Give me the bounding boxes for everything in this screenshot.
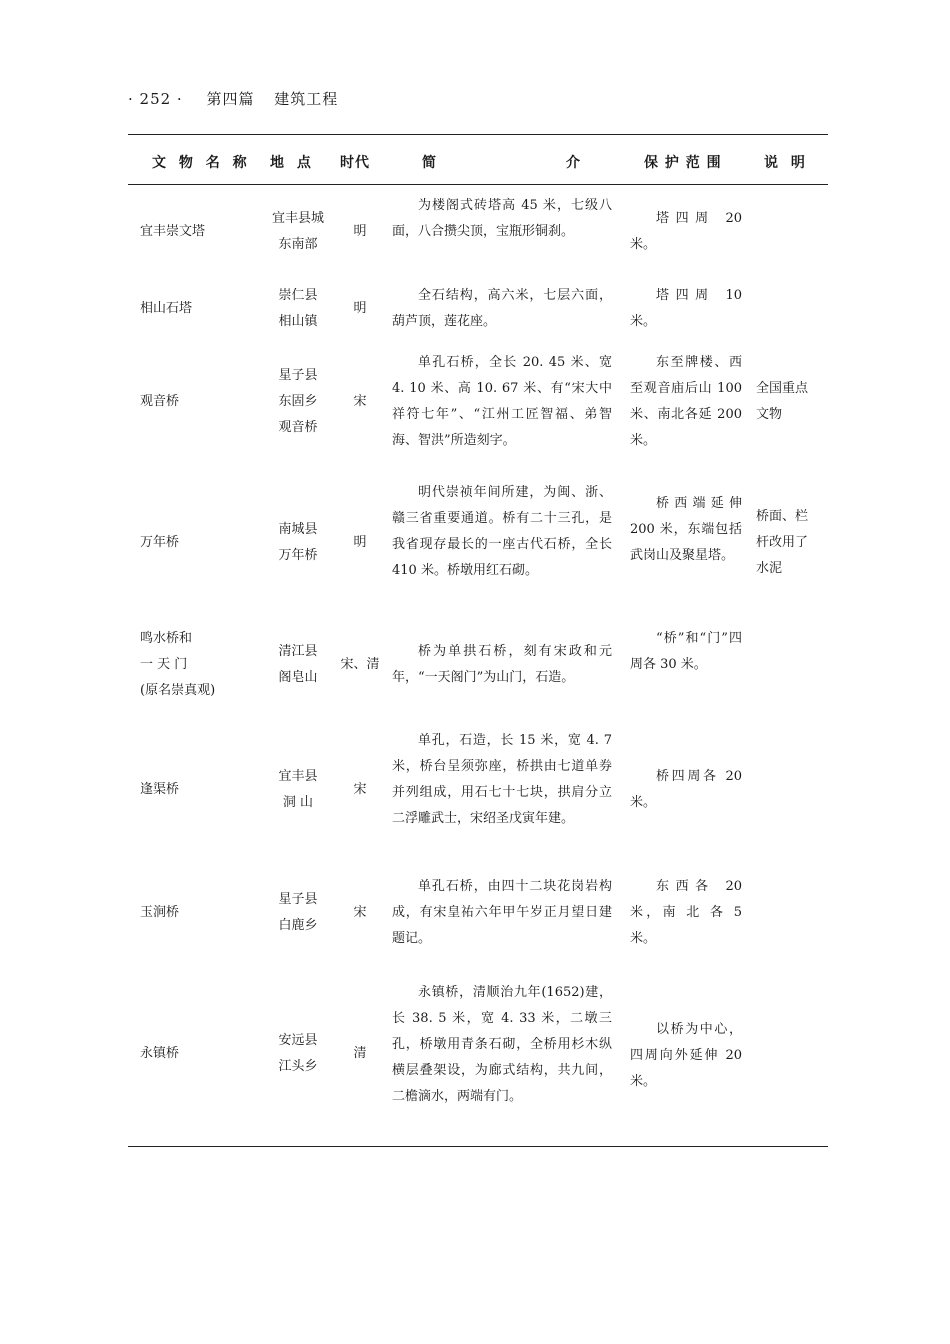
- table-row-protection: “桥”和“门”四周各 30 米。: [630, 631, 742, 672]
- table-row-name: 万年桥: [140, 535, 180, 550]
- table-row-protection: 以桥为中心，四周向外延伸 20 米。: [630, 1022, 742, 1089]
- table-header-rule: [128, 184, 828, 185]
- table-row-location: 南城县 万年桥: [278, 522, 318, 563]
- table-row-protection: 塔四周 20 米。: [630, 211, 742, 252]
- table-row-era: 明: [353, 301, 367, 316]
- column-header-note: 说 明: [764, 155, 809, 171]
- table-row-description: 单孔石桥，由四十二块花岗岩构成，有宋皇祐六年甲午岁正月望日建题记。: [392, 879, 612, 946]
- table-row-description: 单孔石桥，全长 20. 45 米、宽 4. 10 米、高 10. 67 米、有“宋大中祥符七年”、“江州工匠智福、弟智海、智洪”所造刻字。: [392, 355, 612, 448]
- table-row-location: 宜丰县城 东南部: [271, 211, 324, 252]
- table-row-protection: 桥西端延伸 200 米，东端包括武岗山及聚星塔。: [630, 496, 742, 563]
- table-row-era: 宋: [353, 905, 367, 920]
- table-row-era: 宋: [353, 782, 367, 797]
- column-header-desc-1: 简: [422, 155, 440, 171]
- table-row-name: 玉涧桥: [140, 905, 180, 920]
- table-row-name: 鸣水桥和 一 天 门 (原名崇真观): [140, 631, 216, 698]
- table-row-name: 相山石塔: [140, 301, 193, 316]
- table-row-protection: 东至牌楼、西至观音庙后山 100 米、南北各延 200 米。: [630, 355, 742, 448]
- table-row-description: 明代崇祯年间所建，为闽、浙、赣三省重要通道。桥有二十三孔，是我省现存最长的一座古代石桥，全长 410 米。桥墩用红石砌。: [392, 485, 612, 578]
- table-row-era: 明: [353, 535, 367, 550]
- table-row-location: 安远县 江头乡: [278, 1033, 318, 1074]
- table-bottom-rule: [128, 1146, 828, 1147]
- part-title: 第四篇: [206, 90, 255, 108]
- table-row-protection: 东西各 20 米，南 北 各 5 米。: [630, 879, 742, 946]
- column-header-desc-2: 介: [566, 155, 584, 171]
- table-row-name: 宜丰崇文塔: [140, 224, 206, 239]
- table-row-protection: 桥四周各 20 米。: [630, 769, 742, 810]
- running-head: [128, 88, 338, 109]
- table-row-description: 为楼阁式砖塔高 45 米，七级八面，八合攒尖顶，宝瓶形铜刹。: [392, 198, 612, 239]
- table-row-name: 永镇桥: [140, 1046, 180, 1061]
- table-row-location: 星子县 白鹿乡: [278, 892, 318, 933]
- table-row-location: 清江县 阁皂山: [278, 644, 318, 685]
- page-number: · 252 ·: [128, 90, 183, 108]
- column-header-name: 文 物 名 称: [152, 155, 251, 171]
- table-row-note: 桥面、栏 杆改用了 水泥: [756, 509, 809, 576]
- section-title: 建筑工程: [274, 90, 339, 108]
- table-row-description: 桥为单拱石桥，刻有宋政和元年，“一天阁门”为山门，石造。: [392, 644, 612, 685]
- column-header-era: 时代: [340, 155, 370, 171]
- table-row-era: 宋: [353, 394, 367, 409]
- table-row-note: 全国重点 文物: [756, 381, 809, 422]
- table-row-name: 逢渠桥: [140, 782, 180, 797]
- table-row-era: 清: [353, 1046, 367, 1061]
- column-header-protection: 保 护 范 围: [644, 155, 722, 171]
- table-top-rule: [128, 134, 828, 135]
- table-row-protection: 塔四周 10 米。: [630, 288, 742, 329]
- table-row-era: 明: [353, 224, 367, 239]
- table-row-location: 星子县 东固乡 观音桥: [278, 368, 318, 435]
- table-row-location: 崇仁县 相山镇: [278, 288, 318, 329]
- table-row-location: 宜丰县 洞 山: [278, 769, 318, 810]
- table-row-description: 永镇桥，清顺治九年(1652)建，长 38. 5 米，宽 4. 33 米，二墩三孔，桥墩用青条石砌，全桥用杉木纵横层叠架设，为廊式结构，共九间，二檐滴水，两端有门。: [392, 985, 612, 1104]
- table-row-name: 观音桥: [140, 394, 180, 409]
- table-row-description: 单孔，石造，长 15 米，宽 4. 7 米，桥台呈须弥座，桥拱由七道单券并列组成，用石七十七块，拱肩分立二浮雕武士，宋绍圣戊寅年建。: [392, 733, 612, 826]
- column-header-location: 地 点: [270, 155, 315, 171]
- table-row-era: 宋、清: [340, 657, 380, 672]
- table-row-description: 全石结构，高六米，七层六面，葫芦顶，莲花座。: [392, 288, 612, 329]
